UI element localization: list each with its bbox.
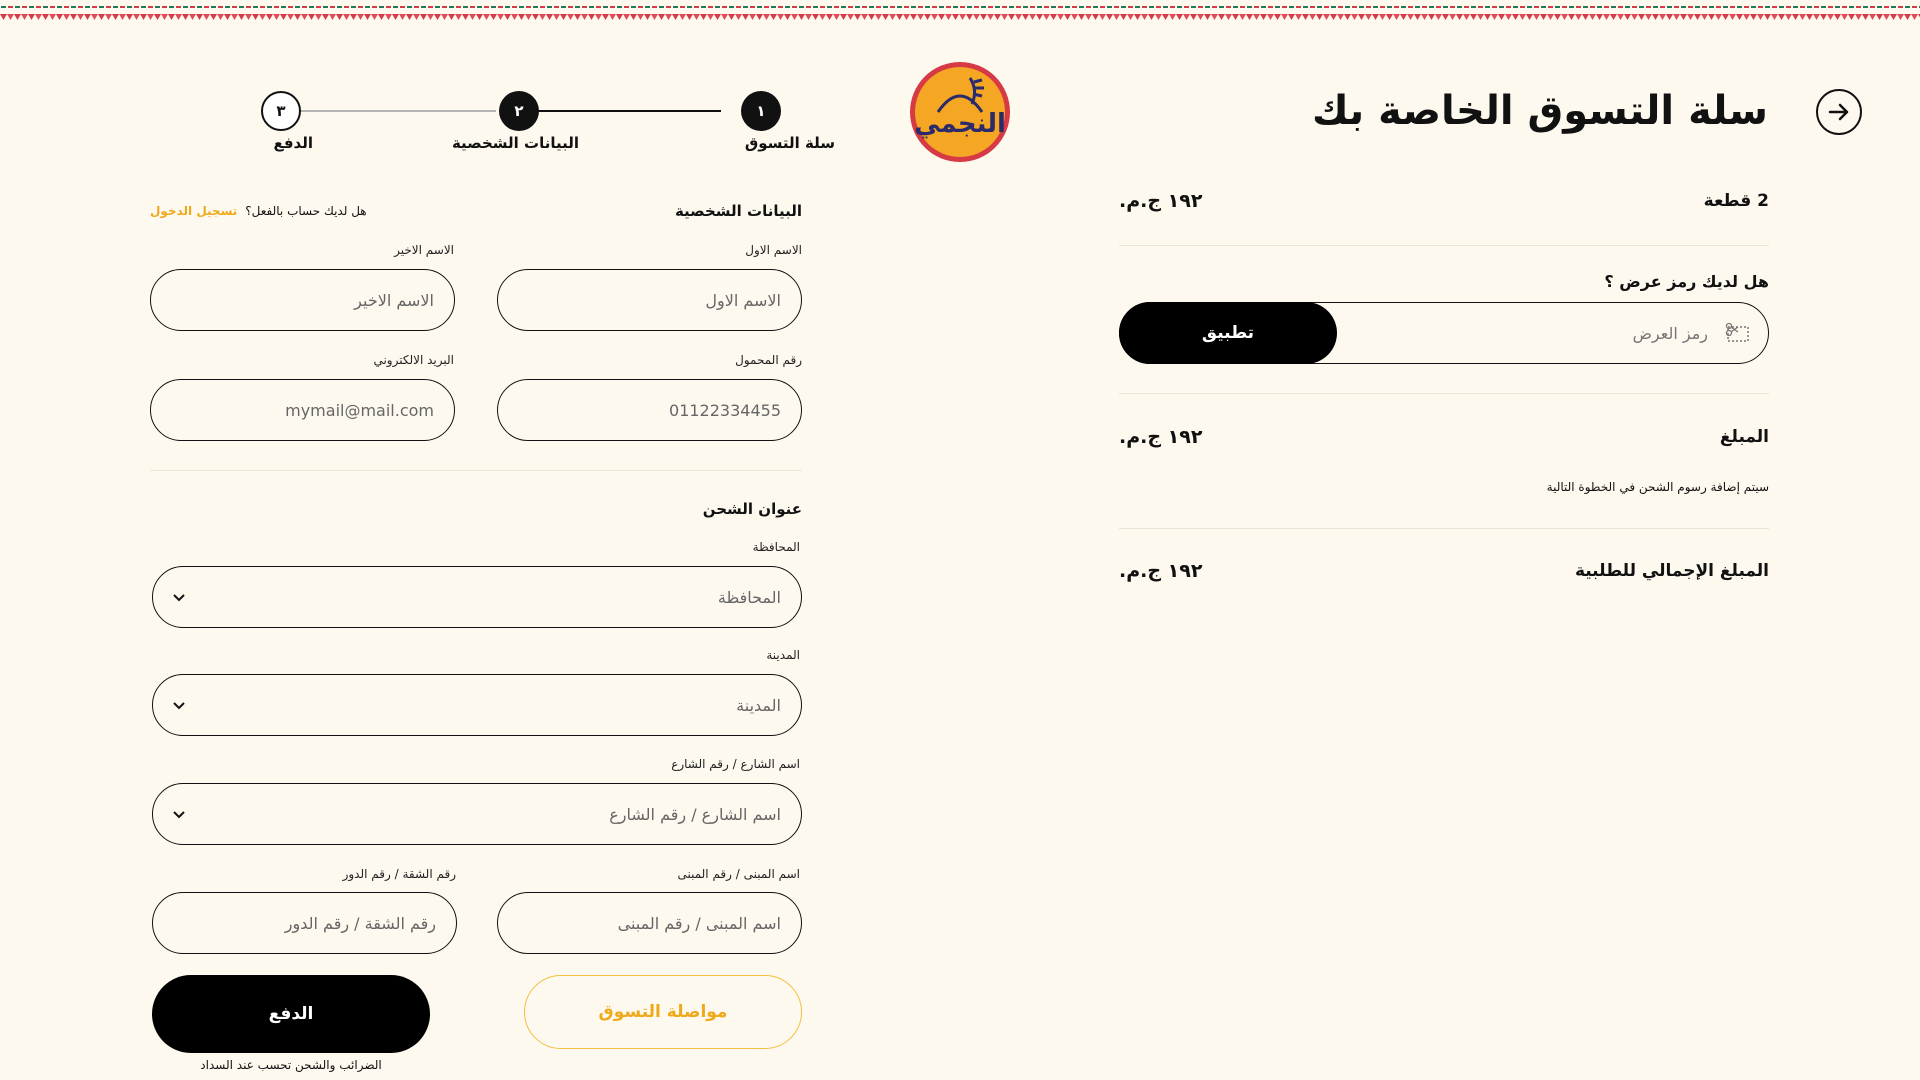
promo-question: هل لديك رمز عرض ؟ bbox=[1604, 272, 1769, 291]
have-account-text: هل لديك حساب بالفعل؟ bbox=[245, 204, 367, 218]
street-value: اسم الشارع / رقم الشارع bbox=[609, 804, 781, 824]
governorate-select[interactable] bbox=[152, 566, 802, 628]
building-input[interactable] bbox=[497, 892, 802, 954]
city-value: المدينة bbox=[736, 695, 781, 715]
summary-divider bbox=[1119, 393, 1769, 394]
pay-button[interactable]: الدفع bbox=[152, 975, 430, 1053]
step-2-label: البيانات الشخصية bbox=[451, 134, 579, 152]
page-title: سلة التسوق الخاصة بك bbox=[1311, 88, 1768, 134]
shipping-section-title: عنوان الشحن bbox=[702, 500, 802, 518]
email-input[interactable] bbox=[150, 379, 455, 441]
first-name-label: الاسم الاول bbox=[745, 243, 802, 257]
building-label: اسم المبنى / رقم المبنى bbox=[677, 867, 800, 881]
apartment-input[interactable] bbox=[152, 892, 457, 954]
logo-text: النجمي bbox=[914, 109, 1006, 139]
back-button[interactable] bbox=[1816, 89, 1862, 135]
login-link[interactable]: تسجيل الدخول bbox=[150, 204, 238, 218]
total-row bbox=[1119, 556, 1769, 586]
personal-section-title: البيانات الشخصية bbox=[674, 202, 802, 220]
arrow-right-icon bbox=[1826, 99, 1852, 125]
apply-promo-button[interactable]: تطبيق bbox=[1119, 302, 1337, 364]
step-1-label: سلة التسوق bbox=[744, 134, 835, 152]
total-price: ١٩٢ ج.م. bbox=[1119, 560, 1203, 582]
total-label: المبلغ الإجمالي للطلبية bbox=[1574, 561, 1769, 581]
chevron-down-icon bbox=[171, 806, 187, 822]
coupon-icon bbox=[1724, 321, 1750, 345]
decorative-top-border bbox=[0, 0, 1920, 30]
city-select[interactable] bbox=[152, 674, 802, 736]
chevron-down-icon bbox=[171, 697, 187, 713]
have-account-row bbox=[150, 204, 367, 218]
promo-code-box bbox=[1119, 302, 1769, 364]
brand-logo[interactable] bbox=[908, 60, 1012, 164]
summary-divider bbox=[1119, 528, 1769, 529]
tax-note: الضرائب والشحن تحسب عند السداد bbox=[200, 1058, 382, 1072]
apartment-label: رقم الشقة / رقم الدور bbox=[342, 867, 456, 881]
items-row bbox=[1119, 186, 1769, 216]
amount-label: المبلغ bbox=[1719, 427, 1769, 447]
step-3-label: الدفع bbox=[273, 134, 313, 152]
promo-code-input[interactable] bbox=[1328, 303, 1708, 363]
step-connector-complete bbox=[536, 110, 721, 112]
governorate-value: المحافظة bbox=[717, 587, 781, 607]
form-divider bbox=[150, 470, 802, 471]
mobile-label: رقم المحمول bbox=[735, 353, 802, 367]
mobile-input[interactable] bbox=[497, 379, 802, 441]
step-2-circle: ٢ bbox=[499, 91, 539, 131]
checkout-stepper bbox=[255, 88, 835, 158]
governorate-label: المحافظة bbox=[752, 540, 800, 554]
email-label: البريد الالكتروني bbox=[373, 353, 454, 367]
street-select[interactable] bbox=[152, 783, 802, 845]
items-count: 2 قطعة bbox=[1703, 191, 1769, 211]
continue-shopping-button[interactable]: مواصلة التسوق bbox=[524, 975, 802, 1049]
step-connector-pending bbox=[296, 110, 496, 112]
first-name-input[interactable] bbox=[497, 269, 802, 331]
amount-row bbox=[1119, 422, 1769, 452]
last-name-label: الاسم الاخير bbox=[394, 243, 454, 257]
shipping-note: سيتم إضافة رسوم الشحن في الخطوة التالية bbox=[1546, 480, 1769, 494]
step-1-circle: ١ bbox=[741, 91, 781, 131]
last-name-input[interactable] bbox=[150, 269, 455, 331]
chevron-down-icon bbox=[171, 589, 187, 605]
city-label: المدينة bbox=[766, 648, 800, 662]
step-3-circle: ٣ bbox=[261, 91, 301, 131]
amount-price: ١٩٢ ج.م. bbox=[1119, 426, 1203, 448]
street-label: اسم الشارع / رقم الشارع bbox=[671, 757, 800, 771]
items-price: ١٩٢ ج.م. bbox=[1119, 190, 1203, 212]
summary-divider bbox=[1119, 245, 1769, 246]
